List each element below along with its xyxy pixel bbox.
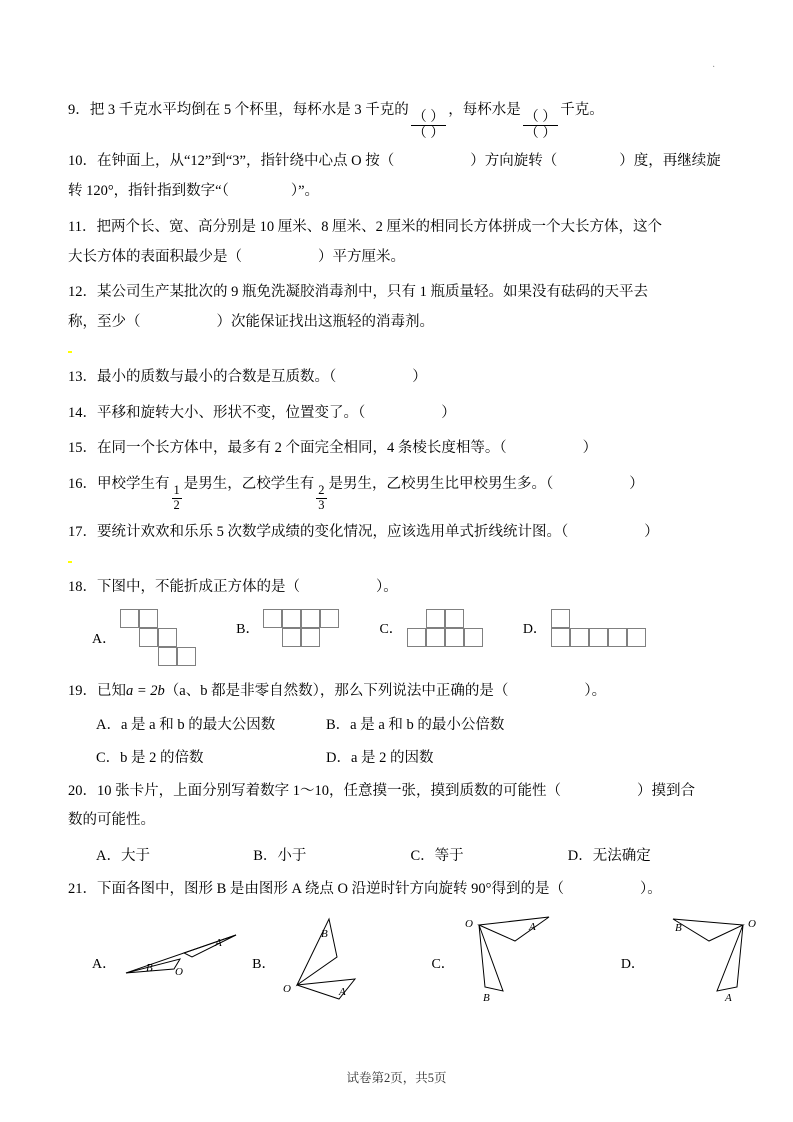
q11-line1: 11．把两个长、宽、高分别是 10 厘米、8 厘米、2 厘米的相同长方体拼成一个大长方体，这个: [68, 218, 662, 235]
q14-text-a: 14．平移和旋转大小、形状不变，位置变了。（: [68, 404, 366, 421]
q9-mid: ，每杯水是: [448, 102, 521, 118]
question-19-options-row1: [68, 711, 725, 740]
q20-line2: 数的可能性。: [68, 812, 155, 829]
q21-text-a: 21．下面各图中，图形 B 是由图形 A 绕点 O 沿逆时针方向旋转 90°得到的是（: [68, 881, 564, 898]
q18-net-a: [120, 609, 198, 667]
q18-label-d: D．: [522, 622, 547, 638]
q18-label-b: B．: [236, 622, 260, 638]
q9-frac2-denominator: （ ）: [524, 126, 557, 142]
q17-text-b: ）: [644, 524, 659, 541]
q16-text-d: ）: [629, 475, 644, 492]
q16-frac1-numerator: 1: [173, 483, 180, 498]
q18-option-c[interactable]: [379, 609, 484, 648]
question-11: [68, 213, 725, 272]
q19-lead-b: （a、b 都是非零自然数），那么下列说法中正确的是（: [164, 682, 509, 699]
q9-tail: 千克。: [560, 102, 604, 118]
question-20: [68, 777, 725, 836]
q21-label-c: C．: [431, 956, 455, 972]
q12-line1: 12．某公司生产某批次的 9 瓶免洗凝胶消毒剂中，只有 1 瓶质量轻。如果没有砝码的天平去: [68, 284, 648, 301]
q20-line1-b: ）摸到合: [637, 782, 695, 799]
q16-text-a: 16．甲校学生有: [68, 475, 170, 492]
q19-option-c[interactable]: C．b 是 2 的倍数: [96, 749, 204, 766]
q9-lead: 9．把 3 千克水平均倒在 5 个杯里，每杯水是 3 千克的: [68, 102, 409, 118]
q16-text-c: 是男生，乙校男生比甲校男生多。（: [328, 475, 554, 492]
question-12: [68, 278, 725, 337]
q21-figure-c: [457, 913, 577, 1005]
q20-option-b[interactable]: B．小于: [253, 848, 307, 865]
question-18-figures: [68, 609, 725, 667]
question-15: [68, 434, 725, 464]
q18-label-c: C．: [379, 622, 403, 638]
q17-text-a: 17．要统计欢欢和乐乐 5 次数学成绩的变化情况，应该选用单式折线统计图。（: [68, 524, 569, 541]
q10-line1-c: ）度，再继续旋: [619, 153, 721, 170]
q9-fraction-1: [411, 110, 447, 141]
question-19-options-row2: [68, 744, 725, 773]
svg-text:A: A: [724, 991, 732, 1004]
q16-frac2-denominator: 3: [318, 497, 325, 512]
q10-line2-b: ）”。: [290, 183, 320, 200]
q16-text-b: 是男生，乙校学生有: [183, 475, 315, 492]
q9-frac1-numerator: （ ）: [412, 110, 445, 126]
q21-option-a[interactable]: [92, 913, 248, 1003]
q12-line2-a: 称，至少（: [68, 314, 141, 331]
section-3-wrap: [68, 554, 725, 573]
corner-mark: .: [712, 58, 715, 70]
q21-label-b: B．: [252, 956, 276, 972]
question-14: [68, 399, 725, 429]
svg-text:O: O: [747, 917, 756, 930]
q16-frac1-denominator: 2: [173, 497, 180, 512]
svg-text:A: A: [215, 936, 222, 949]
question-17: [68, 518, 725, 548]
q15-text-b: ）: [582, 440, 598, 457]
svg-text:O: O: [175, 965, 184, 978]
q18-option-a[interactable]: [92, 609, 198, 667]
q21-figure-b: [277, 913, 387, 1005]
q21-text-b: ）。: [640, 881, 662, 898]
question-16: [68, 470, 725, 513]
q18-net-b: [263, 609, 341, 648]
question-10: [68, 147, 725, 206]
svg-text:O: O: [283, 982, 292, 995]
q10-line1-a: 10．在钟面上，从“12”到“3”，指针绕中心点 O 按（: [68, 153, 395, 170]
q19-lead-c: ）。: [584, 682, 607, 699]
q21-label-d: D．: [620, 956, 645, 972]
section-heading-3: [68, 561, 72, 563]
question-20-options: [68, 842, 725, 871]
q20-option-c[interactable]: C．等于: [410, 848, 464, 865]
q19-option-a[interactable]: A．a 是 a 和 b 的最大公因数: [96, 716, 276, 733]
svg-text:B: B: [321, 927, 329, 940]
svg-text:B: B: [482, 991, 490, 1004]
q18-option-b[interactable]: [236, 609, 341, 648]
page-footer: 试卷第2页，共5页: [346, 1071, 447, 1085]
q12-line2-b: ）次能保证找出这瓶轻的消毒剂。: [216, 314, 434, 331]
q13-text-a: 13．最小的质数与最小的合数是互质数。（: [68, 368, 337, 385]
section-heading-2: [68, 351, 72, 353]
q9-frac2-numerator: （ ）: [524, 110, 557, 126]
q16-fraction-1: [172, 484, 182, 512]
q18-net-c: [407, 609, 485, 648]
svg-text:A: A: [528, 920, 536, 933]
q18-option-d[interactable]: [523, 609, 648, 648]
q18-net-d: [551, 609, 648, 648]
q19-option-d[interactable]: D．a 是 2 的因数: [326, 749, 434, 766]
q21-option-b[interactable]: [252, 913, 387, 1005]
q15-text-a: 15．在同一个长方体中，最多有 2 个面完全相同，4 条棱长度相等。（: [68, 440, 507, 457]
q9-frac1-denominator: （ ）: [412, 126, 445, 142]
question-21-figures: [68, 913, 756, 1005]
q21-figure-d: [647, 913, 767, 1005]
q10-line1-b: ）方向旋转（: [470, 153, 558, 170]
section-2-wrap: [68, 344, 725, 363]
q21-figure-a: [118, 913, 248, 1003]
q9-fraction-2: [523, 110, 559, 141]
question-21: [68, 875, 725, 905]
svg-text:B: B: [674, 921, 682, 934]
q20-line1-a: 20．10 张卡片，上面分别写着数字 1～10，任意摸一张，摸到质数的可能性（: [68, 782, 561, 799]
q14-text-b: ）: [441, 404, 456, 421]
q11-line2-a: 大长方体的表面积最少是（: [68, 248, 242, 265]
q19-formula: a = 2b: [126, 682, 165, 699]
q21-label-a: A．: [92, 956, 117, 972]
q16-fraction-2: [316, 484, 326, 512]
svg-text:A: A: [339, 985, 347, 998]
q18-label-a: A．: [92, 631, 117, 647]
q21-option-c[interactable]: [431, 913, 576, 1005]
question-9: [68, 96, 725, 141]
svg-text:O: O: [464, 917, 473, 930]
q18-text-b: ）。: [376, 579, 398, 596]
q10-line2-a: 转 120°，指针指到数字“（: [68, 183, 229, 200]
question-19: [68, 677, 725, 707]
q13-text-b: ）: [412, 368, 427, 385]
question-18: [68, 573, 725, 603]
q21-option-d[interactable]: [621, 913, 767, 1005]
q11-line2-b: ）平方厘米。: [318, 248, 405, 265]
svg-text:B: B: [146, 961, 153, 974]
q20-option-a[interactable]: A．大于: [96, 848, 150, 865]
q19-lead-a: 19．已知: [68, 682, 126, 699]
q16-frac2-numerator: 2: [318, 483, 325, 498]
question-13: [68, 363, 725, 393]
q19-option-b[interactable]: B．a 是 a 和 b 的最小公倍数: [326, 716, 505, 733]
q18-text-a: 18．下图中，不能折成正方体的是（: [68, 579, 300, 596]
q20-option-d[interactable]: D．无法确定: [567, 848, 651, 865]
